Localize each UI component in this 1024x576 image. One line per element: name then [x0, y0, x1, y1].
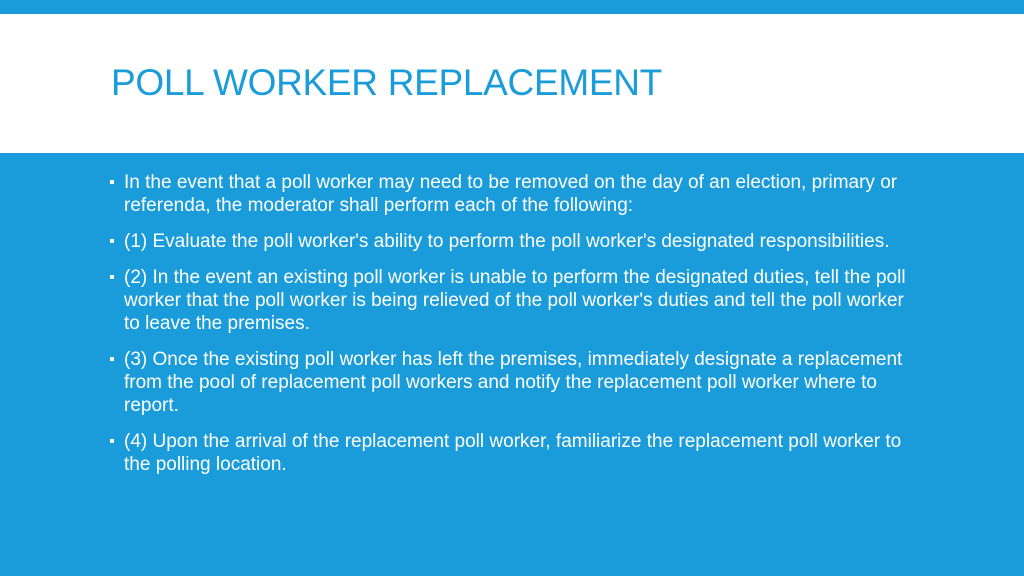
- slide-title: POLL WORKER REPLACEMENT: [111, 62, 662, 103]
- square-bullet-icon: [110, 357, 114, 361]
- bullet-text: (2) In the event an existing poll worker is unable to perform the designated duties, tell the poll worker that the poll worker is being relieved of the poll worker's duties and tell the poll worker to leave the premises.: [124, 267, 906, 334]
- square-bullet-icon: [110, 275, 114, 279]
- top-accent-strip: [0, 0, 1024, 14]
- bullet-text: (3) Once the existing poll worker has left the premises, immediately designate a replacement from the pool of replacement poll workers and notify the replacement poll worker where to report.: [124, 349, 903, 416]
- bullet-list: [108, 171, 918, 489]
- bullet-text: (1) Evaluate the poll worker's ability to perform the poll worker's designated responsibilities.: [124, 231, 890, 252]
- square-bullet-icon: [110, 239, 114, 243]
- bullet-text: In the event that a poll worker may need to be removed on the day of an election, primary or referenda, the moderator shall perform each of the following:: [124, 172, 898, 216]
- square-bullet-icon: [110, 439, 114, 443]
- bullet-item: [108, 230, 918, 253]
- square-bullet-icon: [110, 180, 114, 184]
- bullet-item: [108, 266, 918, 335]
- bullet-item: [108, 430, 918, 476]
- bullet-item: [108, 348, 918, 417]
- bullet-item: [108, 171, 918, 217]
- bullet-text: (4) Upon the arrival of the replacement poll worker, familiarize the replacement poll worker to the polling location.: [124, 431, 902, 475]
